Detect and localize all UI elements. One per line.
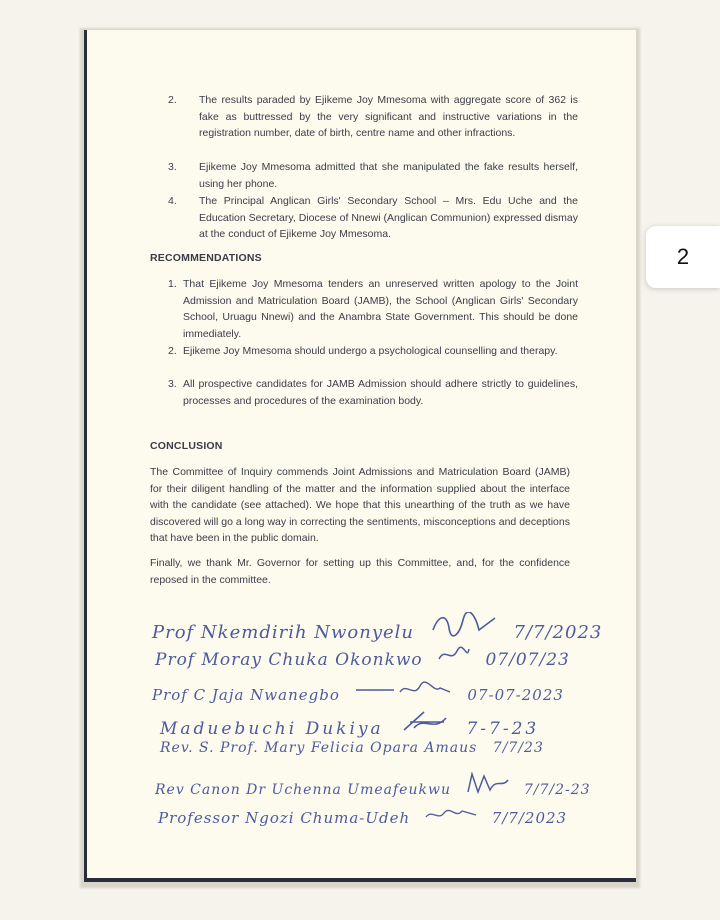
- finding-item: [168, 92, 578, 142]
- finding-number: 3.: [168, 161, 177, 173]
- finding-text: The results paraded by Ejikeme Joy Mmesoma with aggregate score of 362 is fake as buttressed by the very significant and instructive variations in the registration number, date of birth, centre name and other infractions.: [199, 94, 578, 140]
- signature-date: 7/7/2023: [491, 809, 568, 827]
- signatory-name: Maduebuchi Dukiya: [160, 719, 384, 739]
- finding-text: Ejikeme Joy Mmesoma admitted that she manipulated the fake results herself, using her phone.: [199, 161, 578, 190]
- signature-row: [158, 805, 567, 827]
- signatory-name: Professor Ngozi Chuma-Udeh: [158, 809, 411, 827]
- signature-scribble: [464, 772, 510, 798]
- signature-scribble: [429, 612, 499, 643]
- recommendation-number: 1.: [168, 278, 177, 290]
- recommendation-text: All prospective candidates for JAMB Admission should adhere strictly to guidelines, processes and procedures of the examination body.: [183, 378, 578, 407]
- finding-item: [168, 159, 578, 192]
- recommendation-number: 2.: [168, 345, 177, 357]
- page-number-indicator: 2: [646, 226, 720, 288]
- recommendation-item: [168, 276, 578, 342]
- signature-date: 07/07/23: [485, 650, 570, 670]
- signature-scribble: [424, 805, 478, 827]
- recommendation-text: Ejikeme Joy Mmesoma should undergo a psychological counselling and therapy.: [183, 345, 558, 357]
- signature-date: 7/7/23: [492, 740, 544, 756]
- recommendation-number: 3.: [168, 378, 177, 390]
- recommendation-text: That Ejikeme Joy Mmesoma tenders an unreserved written apology to the Joint Admission and Matriculation Board (JAMB), the School (Anglican Girls' Secondary School, Uruagu Nnewi) and the Anambra State Government. This should be done immediately.: [183, 278, 578, 340]
- signature-date: 07-07-2023: [467, 686, 564, 704]
- signature-scribble: [400, 710, 450, 739]
- recommendations-heading: RECOMMENDATIONS: [150, 252, 262, 264]
- signature-row: [152, 612, 602, 643]
- recommendation-item: [168, 343, 578, 360]
- signature-date: 7-7-23: [466, 719, 540, 739]
- signature-row: [152, 680, 564, 704]
- signature-row: [160, 710, 539, 739]
- finding-text: The Principal Anglican Girls' Secondary School – Mrs. Edu Uche and the Education Secretary, Diocese of Nnewi (Anglican Communion) expressed dismay at the conduct of Ejikeme Joy Mmesoma.: [199, 195, 578, 241]
- signature-date: 7/7/2023: [513, 622, 603, 643]
- closing-paragraph: Finally, we thank Mr. Governor for setting up this Committee, and, for the confidence reposed in the committee.: [150, 557, 570, 586]
- signature-row: [160, 740, 544, 756]
- finding-number: 4.: [168, 195, 177, 207]
- signatory-name: Rev Canon Dr Uchenna Umeafeukwu: [155, 782, 451, 798]
- signatory-name: Prof Moray Chuka Okonkwo: [155, 650, 423, 670]
- signatory-name: Prof Nkemdirih Nwonyelu: [152, 622, 415, 643]
- signature-date: 7/7/2-23: [523, 782, 591, 798]
- signature-row: [155, 645, 570, 670]
- conclusion-paragraph: The Committee of Inquiry commends Joint Admissions and Matriculation Board (JAMB) for their diligent handling of the matter and the information supplied about the interface with the candidate (see attached). We hope that this unearthing of the truth as we have discovered will go a long way in correcting the sentiments, misconceptions and deceptions that have been in the public domain.: [150, 466, 570, 545]
- finding-number: 2.: [168, 94, 177, 106]
- signatory-name: Prof C Jaja Nwanegbo: [152, 686, 340, 704]
- signatory-name: Rev. S. Prof. Mary Felicia Opara Amaus: [160, 740, 478, 756]
- signature-row: [155, 772, 591, 798]
- conclusion-heading: CONCLUSION: [150, 440, 223, 452]
- recommendation-item: [168, 376, 578, 409]
- signature-scribble: [354, 680, 454, 704]
- signature-scribble: [437, 645, 471, 670]
- finding-item: [168, 193, 578, 243]
